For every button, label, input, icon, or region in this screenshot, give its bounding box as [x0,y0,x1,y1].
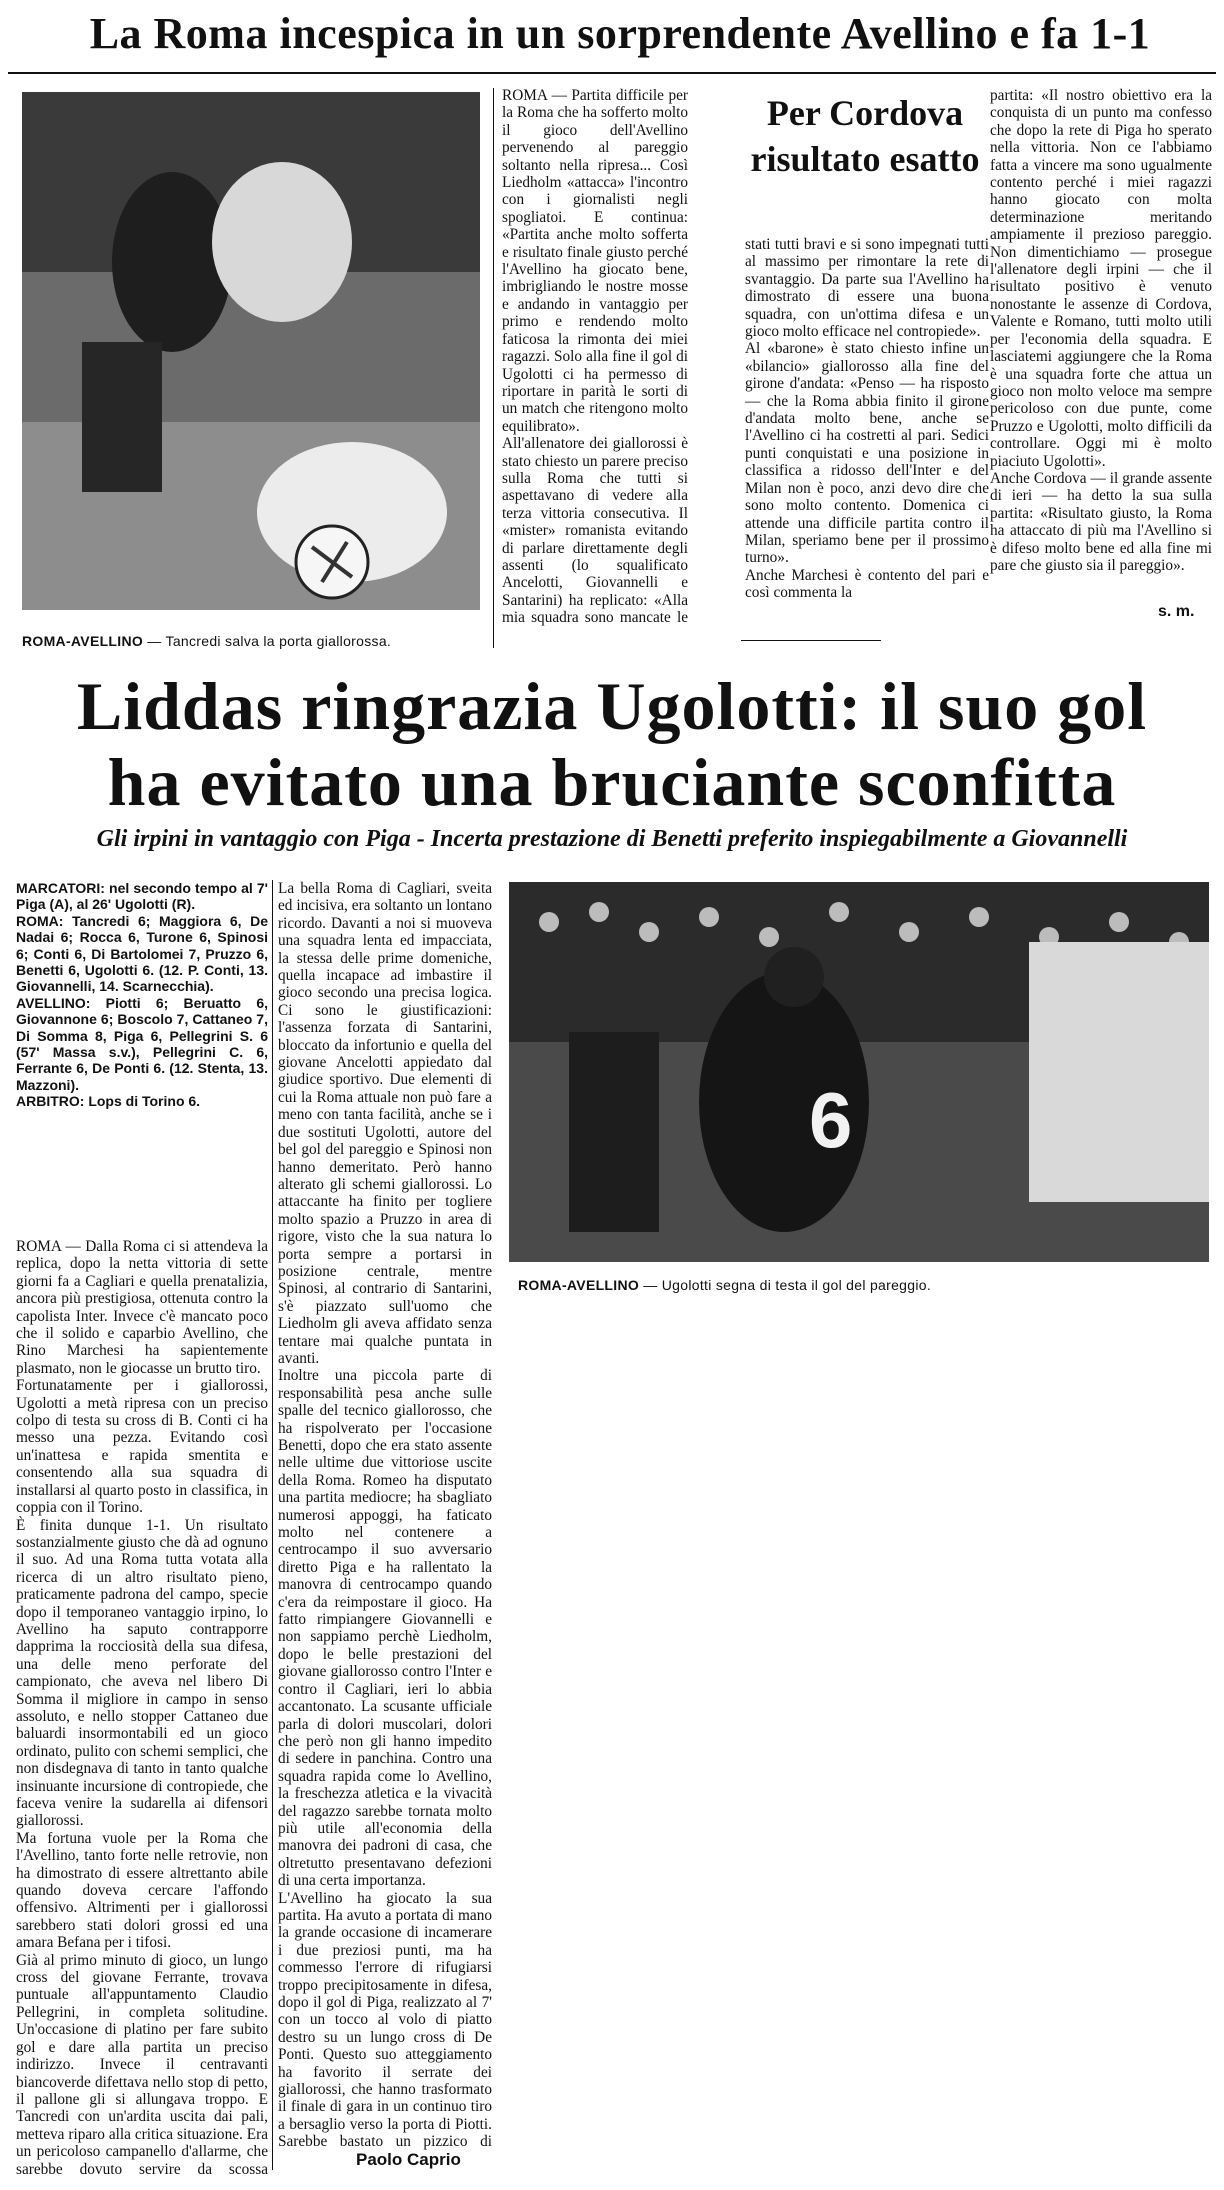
cordova-heading: Per Cordova risultato esatto [750,93,980,179]
main-photo [509,882,1209,1262]
caption-text: — Tancredi salva la porta giallorossa. [147,633,392,649]
main-col-2: La bella Roma di Cagliari, sveita ed incisiva, era soltanto un lontano ricordo. Davanti a noi si muoveva una squadra lenta ed impacciata, la stessa delle prime domeniche, quella incapace ad imbastire il gioco secondo una precisa logica. Ci sono le giustificazioni: l'assenza forzata di Santarini, bloccato da infortunio e quella del giovane Ancelotti appiedato dal giudice sportivo. Due elementi di cui la Roma attuale non può fare a meno con tanta facilità, anche se i due sostituti Ugolotti, autore del bel gol del pareggio e Spinosi non hanno demeritato. Però hanno alterato gli schemi giallorossi. Lo attaccante ha finito per togliere molto spazio a Pruzzo in area di rigore, visto che la sua natura lo porta sempre a portarsi in posizione centrale, mentre Spinosi, al contrario di Santarini, s'è piazzato sull'uomo che Liedholm gli aveva affidato senza tentare mai qualche puntata in avanti. Inoltre una piccola parte di responsabilità pesa anche sulle spalle del tecnico giallorosso, che ha rispolverato per l'occasione Benetti, dopo che era stato assente nelle ultime due vittoriose uscite della Roma. Romeo ha disputato una partita mediocre; ha sbagliato numerosi appoggi, ha faticato molto nel contenere a centrocampo il suo avversario diretto Piga e ha rallentato la manovra di centrocampo quando c'era da reimpostare il gioco. Ha fatto rimpiangere Giovannelli e non sappiamo perchè Liedholm, dopo le belle prestazioni del giovane giallorosso contro l'Inter e contro il Cagliari, ieri lo abbia accantonato. La scusante ufficiale parla di dolori muscolari, dolori che però non gli hanno impedito di sedere in panchina. Contro una squadra rapida come lo Avellino, la freschezza atletica e la vivacità del ragazzo sarebbe tornata molto più utile all'economia della manovra dei padroni di casa, che oltretutto presentavano defezioni di una certa importanza. L'Avellino ha giocato la sua partita. Ha avuto a portata di mano la grande occasione di incamerare i due preziosi punti, ma ha commesso l'errore di rifugiarsi troppo precipitosamente in difesa, dopo il gol di Piga, realizzato al 7' con un tocco al volo di piatto destro su un lungo cross di De Ponti. Questo suo atteggiamento ha favorito il serrate dei giallorossi, che hanno trasformato il finale di gara in un continuo tiro a bersaglio verso la porta di Piotti. Sarebbe bastato un pizzico di [278,880,492,2150]
main-col-1: ROMA — Dalla Roma ci si attendeva la replica, dopo la netta vittoria di sette giorni fa a Cagliari e quella prenatalizia, ancora più prestigiosa, ottenuta contro la capolista Inter. Invece c'è mancato poco che il solido e caparbio Avellino, che Rino Marchesi ha sapientemente plasmato, non le giocasse un brutto tiro. Fortunatamente per i giallorossi, Ugolotti a metà ripresa con un preciso colpo di testa su cross di B. Conti ci ha messo una pezza. Evitando così un'inattesa e rapida smentita e consentendo alla sua squadra di installarsi al quarto posto in classifica, in coppia con il Torino. È finita dunque 1-1. Un risultato sostanzialmente giusto che dà ad ognuno il suo. Ad una Roma tutta votata alla ricerca di un altro risultato pieno, praticamente padrona del campo, specie dopo il temporaneo vantaggio irpino, lo Avellino ha saputo contrapporre dapprima la rocciosità della sua difesa, una delle meno perforate del campionato, che aveva nel libero Di Somma il migliore in campo in senso assoluto, e nello stopper Cattaneo due baluardi insormontabili ed un gioco ordinato, pulito con schemi semplici, che non disdegnava di tanto in tanto qualche insinuante incursione di contropiede, che faceva venire la sudarella ai difensori giallorossi. Ma fortuna vuole per la Roma che l'Avellino, tanto forte nelle retrovie, non ha dimostrato di essere altrettanto abile quando doveva cercare l'affondo offensivo. Altrimenti per i giallorossi sarebbero stati dolori grossi ed una amara Befana per i tifosi. Già al primo minuto di gioco, un lungo cross del giovane Ferrante, trovava puntuale all'appuntamento Claudio Pellegrini, in completa solitudine. Un'occasione di platino per fare subito gol e dare alla partita un preciso indirizzo. Invece il centravanti biancoverde difettava nello stop di petto, il pallone gli si allungava troppo. E Tancredi con un'ardita uscita dai pali, metteva riparo alla critica situazione. Era un pericoloso campanello d'allarme, che sarebbe dovuto servire da scossa [16,1238,268,2176]
jersey-number: 6 [809,1076,853,1164]
top-photo [22,92,480,610]
lineups: MARCATORI: nel secondo tempo al 7' Piga (A), al 26' Ugolotti (R). ROMA: Tancredi 6; Maggiora 6, De Nadai 6; Rocca 6, Turone 6, Spinosi 6; Conti 6, Di Bartolomei 7, Pruzzo 6, Benetti 6, Ugolotti 6. (12. P. Conti, 13. Giovannelli, 14. Scarnecchia). AVELLINO: Piotti 6; Beruatto 6, Giovannone 6; Boscolo 7, Cattaneo 7, Di Somma 8, Piga 6, Pellegrini S. 6 (57' Massa s.v.), Pellegrini C. 6, Ferrante 6, De Ponti 6. (12. Stenta, 13. Mazzoni). ARBITRO: Lops di Torino 6. [16,880,268,1110]
top-photo-caption [22,633,492,649]
col-rule-a [493,88,494,648]
caption-label: ROMA-AVELLINO [22,633,144,649]
signature: s. m. [1158,603,1195,620]
main-subheadline: Gli irpini in vantaggio con Piga - Incerta prestazione di Benetti preferito inspiegabilmente a Giovannelli [96,826,1128,852]
byline: Paolo Caprio [356,2150,461,2169]
main-col-rule [272,880,273,2170]
football-action-photo [22,92,480,610]
top-headline: La Roma incespica in un sorprendente Avellino e fa 1-1 [89,9,1151,58]
caption-text: — Ugolotti segna di testa il gol del pareggio. [643,1277,932,1293]
goal-action-photo [509,882,1209,1262]
col-rule-b [741,640,881,641]
top-col-2: stati tutti bravi e si sono impegnati tutti al massimo per rimontare la rete di svantaggio. Da parte sua l'Avellino ha dimostrato di essere una buona squadra, con un'ottima difesa e un gioco molto efficace nel contropiede». Al «barone» è stato chiesto infine un «bilancio» giallorosso alla fine del girone d'andata: «Penso — ha risposto — che la Roma abbia finito il girone d'andata molto bene, anche se l'Avellino ci ha costretti al pari. Sedici punti conquistati e una posizione in classifica a ridosso dell'Inter e del Milan non è poco, anzi devo dire che sono molto contento. Domenica ci attende una difficile partita contro il Milan, speriamo bene per il prossimo turno». Anche Marchesi è contento del pari e così commenta la [745,236,989,602]
top-col-3: partita: «Il nostro obiettivo era la conquista di un punto ma confesso che dopo la rete di Piga ho sperato nella vittoria. Non ce l'abbiamo fatta a vincere ma sono ugualmente contento perché i miei ragazzi hanno giocato con molta determinazione meritando ampiamente il prezioso pareggio. Non dimentichiamo — prosegue l'allenatore degli irpini — che il risultato positivo è venuto nonostante le assenze di Cordova, Valente e Romano, tutti molto utili per l'economia della squadra. E lasciatemi aggiungere che la Roma è una squadra forte che attua un gioco non molto veloce ma sempre pericoloso con due punte, come Pruzzo e Ugolotti, molto difficili da controllare. Oggi mi è molto piaciuto Ugolotti». Anche Cordova — il grande assente di ieri — ha detto la sua sulla partita: «Risultato giusto, la Roma ha attaccato di più ma l'Avellino si è difeso molto bene ed alla fine mi pare che giusto sia il pareggio». [990,87,1212,574]
caption-label: ROMA-AVELLINO [518,1277,640,1293]
main-headline-line1: Liddas ringrazia Ugolotti: il suo gol [76,668,1148,744]
top-rule [8,72,1216,74]
main-headline-line2: ha evitato una bruciante sconfitta [107,744,1117,820]
main-photo-caption [518,1277,1208,1293]
top-col-1: ROMA — Partita difficile per la Roma che ha sofferto molto il gioco dell'Avellino pervenendo al pareggio soltanto nella ripresa... Così Liedholm «attacca» l'incontro con i giornalisti negli spogliatoi. E continua: «Partita anche molto sofferta e risultato finale giusto perché l'Avellino ha giocato bene, imbrigliando le nostre mosse e andando in vantaggio per primo e rendendo molto faticosa la rimonta dei miei ragazzi. Solo alla fine il gol di Ugolotti ci ha permesso di riportare in parità le sorti di un match che ritengono molto equilibrato». All'allenatore dei giallorossi è stato chiesto un parere preciso sulla Roma che tutti si aspettavano di vedere alla terza vittoria consecutiva. Il «mister» romanista evitando di parlare direttamente degli assenti (lo squalificato Ancelotti, Giovannelli e Santarini) ha replicato: «Alla mia squadra sono mancate le [502,87,688,627]
